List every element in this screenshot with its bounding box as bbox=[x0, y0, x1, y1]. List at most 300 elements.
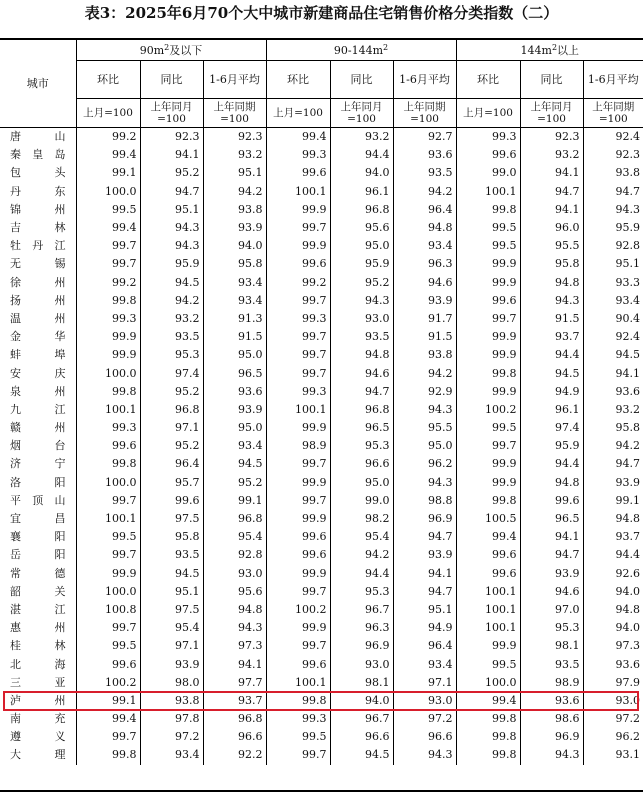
index-value: 99.9 bbox=[76, 346, 140, 364]
index-value: 99.7 bbox=[456, 310, 520, 328]
index-value: 99.9 bbox=[266, 565, 330, 583]
index-value: 99.6 bbox=[520, 492, 583, 510]
index-value: 100.0 bbox=[76, 364, 140, 382]
index-value: 96.5 bbox=[203, 364, 266, 382]
col-header-mom: 环比 bbox=[456, 61, 520, 99]
index-value: 92.8 bbox=[203, 546, 266, 564]
city-name: 赣州 bbox=[10, 421, 66, 435]
index-value: 94.5 bbox=[583, 346, 643, 364]
index-value: 94.3 bbox=[393, 401, 456, 419]
index-value: 99.6 bbox=[76, 655, 140, 673]
index-value: 95.9 bbox=[140, 255, 203, 273]
index-value: 99.5 bbox=[456, 237, 520, 255]
index-value: 93.8 bbox=[203, 201, 266, 219]
index-value: 91.3 bbox=[203, 310, 266, 328]
index-value: 99.9 bbox=[266, 619, 330, 637]
city-name: 丹东 bbox=[10, 184, 66, 198]
index-value: 95.5 bbox=[393, 419, 456, 437]
table-row bbox=[0, 692, 643, 710]
index-value: 95.3 bbox=[330, 583, 393, 601]
index-value: 94.0 bbox=[330, 164, 393, 182]
index-value: 98.8 bbox=[393, 492, 456, 510]
index-value: 99.8 bbox=[456, 746, 520, 764]
table-row bbox=[0, 583, 643, 601]
index-value: 93.0 bbox=[330, 310, 393, 328]
col-base-ytd-avg: 上年同期=100 bbox=[393, 99, 456, 128]
city-name: 温州 bbox=[10, 311, 66, 325]
index-value: 99.5 bbox=[456, 219, 520, 237]
index-value: 96.9 bbox=[330, 637, 393, 655]
index-value: 94.1 bbox=[393, 565, 456, 583]
city-name: 包头 bbox=[10, 166, 66, 180]
index-value: 93.5 bbox=[520, 655, 583, 673]
index-value: 93.7 bbox=[520, 328, 583, 346]
index-value: 92.4 bbox=[583, 128, 643, 147]
index-value: 94.4 bbox=[520, 346, 583, 364]
index-value: 100.1 bbox=[266, 674, 330, 692]
index-value: 100.1 bbox=[456, 601, 520, 619]
index-value: 99.3 bbox=[76, 419, 140, 437]
index-value: 94.7 bbox=[520, 546, 583, 564]
table-row bbox=[0, 201, 643, 219]
city-name: 三亚 bbox=[10, 675, 66, 689]
table-row bbox=[0, 474, 643, 492]
index-value: 91.7 bbox=[393, 310, 456, 328]
index-value: 93.6 bbox=[583, 383, 643, 401]
table-row bbox=[0, 455, 643, 473]
index-value: 95.9 bbox=[583, 219, 643, 237]
index-value: 95.4 bbox=[203, 528, 266, 546]
index-value: 99.6 bbox=[456, 146, 520, 164]
index-value: 99.8 bbox=[456, 710, 520, 728]
index-value: 99.7 bbox=[76, 237, 140, 255]
city-name: 湛江 bbox=[10, 602, 66, 616]
index-value: 97.4 bbox=[520, 419, 583, 437]
index-value: 98.0 bbox=[140, 674, 203, 692]
index-value: 96.8 bbox=[330, 201, 393, 219]
index-value: 96.8 bbox=[140, 401, 203, 419]
index-value: 92.7 bbox=[393, 128, 456, 147]
index-value: 96.6 bbox=[330, 455, 393, 473]
index-value: 95.1 bbox=[140, 201, 203, 219]
index-value: 93.9 bbox=[393, 292, 456, 310]
index-value: 99.7 bbox=[266, 219, 330, 237]
index-value: 95.1 bbox=[203, 164, 266, 182]
index-value: 96.5 bbox=[330, 419, 393, 437]
index-value: 95.9 bbox=[520, 437, 583, 455]
table-row bbox=[0, 728, 643, 746]
index-value: 93.9 bbox=[520, 565, 583, 583]
index-value: 97.3 bbox=[203, 637, 266, 655]
index-value: 99.2 bbox=[76, 128, 140, 147]
index-value: 99.9 bbox=[456, 637, 520, 655]
table-row bbox=[0, 383, 643, 401]
index-value: 94.6 bbox=[520, 583, 583, 601]
index-value: 93.9 bbox=[203, 219, 266, 237]
index-value: 93.7 bbox=[583, 528, 643, 546]
index-value: 93.8 bbox=[393, 346, 456, 364]
table-row bbox=[0, 510, 643, 528]
col-header-yoy: 同比 bbox=[140, 61, 203, 99]
city-name: 岳阳 bbox=[10, 548, 66, 562]
index-value: 99.6 bbox=[266, 546, 330, 564]
index-value: 99.7 bbox=[266, 492, 330, 510]
index-value: 99.3 bbox=[456, 128, 520, 147]
index-value: 93.7 bbox=[203, 692, 266, 710]
index-value: 94.7 bbox=[583, 455, 643, 473]
index-value: 99.9 bbox=[266, 419, 330, 437]
index-value: 93.0 bbox=[583, 692, 643, 710]
index-value: 100.1 bbox=[76, 401, 140, 419]
table-row bbox=[0, 746, 643, 764]
index-value: 97.8 bbox=[140, 710, 203, 728]
index-value: 94.4 bbox=[520, 455, 583, 473]
table-row bbox=[0, 164, 643, 182]
index-value: 96.6 bbox=[330, 728, 393, 746]
index-value: 99.7 bbox=[76, 546, 140, 564]
index-value: 99.5 bbox=[76, 528, 140, 546]
index-value: 99.3 bbox=[266, 146, 330, 164]
index-value: 96.2 bbox=[583, 728, 643, 746]
index-value: 93.2 bbox=[140, 310, 203, 328]
index-value: 92.3 bbox=[140, 128, 203, 147]
index-value: 99.4 bbox=[76, 146, 140, 164]
index-value: 94.7 bbox=[520, 183, 583, 201]
index-value: 99.6 bbox=[456, 546, 520, 564]
index-value: 99.4 bbox=[266, 128, 330, 147]
city-name: 无锡 bbox=[10, 257, 66, 271]
index-value: 99.7 bbox=[76, 255, 140, 273]
index-value: 99.8 bbox=[456, 728, 520, 746]
index-value: 94.7 bbox=[583, 183, 643, 201]
index-value: 91.5 bbox=[520, 310, 583, 328]
col-header-ytd-avg: 1-6月平均 bbox=[203, 61, 266, 99]
index-value: 95.2 bbox=[203, 474, 266, 492]
index-value: 96.1 bbox=[520, 401, 583, 419]
index-value: 94.8 bbox=[520, 274, 583, 292]
index-value: 99.4 bbox=[76, 710, 140, 728]
index-value: 94.2 bbox=[583, 437, 643, 455]
index-value: 94.0 bbox=[583, 619, 643, 637]
index-value: 95.1 bbox=[583, 255, 643, 273]
index-value: 99.6 bbox=[76, 437, 140, 455]
index-value: 92.2 bbox=[203, 746, 266, 764]
table-row bbox=[0, 183, 643, 201]
index-value: 94.0 bbox=[583, 583, 643, 601]
index-value: 99.6 bbox=[456, 292, 520, 310]
city-name: 韶关 bbox=[10, 584, 66, 598]
index-value: 93.6 bbox=[393, 146, 456, 164]
index-value: 93.8 bbox=[140, 692, 203, 710]
index-value: 99.7 bbox=[76, 492, 140, 510]
city-name: 安庆 bbox=[10, 366, 66, 380]
city-name: 大理 bbox=[10, 748, 66, 762]
index-value: 93.5 bbox=[140, 328, 203, 346]
index-value: 100.0 bbox=[456, 674, 520, 692]
index-value: 97.1 bbox=[393, 674, 456, 692]
index-value: 99.6 bbox=[266, 255, 330, 273]
index-value: 99.7 bbox=[456, 437, 520, 455]
index-value: 94.9 bbox=[520, 383, 583, 401]
index-value: 96.9 bbox=[393, 510, 456, 528]
index-value: 92.8 bbox=[583, 237, 643, 255]
index-value: 100.1 bbox=[456, 583, 520, 601]
col-base-ytd-avg: 上年同期=100 bbox=[203, 99, 266, 128]
table-row bbox=[0, 655, 643, 673]
index-value: 99.9 bbox=[266, 237, 330, 255]
index-value: 99.3 bbox=[76, 310, 140, 328]
col-header-mom: 环比 bbox=[266, 61, 330, 99]
index-value: 93.1 bbox=[583, 746, 643, 764]
index-value: 93.0 bbox=[330, 655, 393, 673]
index-value: 96.0 bbox=[520, 219, 583, 237]
index-value: 99.9 bbox=[456, 455, 520, 473]
index-value: 99.4 bbox=[456, 692, 520, 710]
index-value: 94.3 bbox=[330, 292, 393, 310]
index-value: 91.5 bbox=[203, 328, 266, 346]
index-value: 98.6 bbox=[520, 710, 583, 728]
city-name: 泉州 bbox=[10, 384, 66, 398]
index-value: 96.6 bbox=[203, 728, 266, 746]
index-value: 94.3 bbox=[520, 292, 583, 310]
index-value: 95.4 bbox=[330, 528, 393, 546]
city-name: 遵义 bbox=[10, 730, 66, 744]
index-value: 100.1 bbox=[456, 183, 520, 201]
index-value: 99.8 bbox=[76, 455, 140, 473]
index-value: 95.1 bbox=[140, 583, 203, 601]
index-value: 95.2 bbox=[140, 437, 203, 455]
city-name: 锦州 bbox=[10, 202, 66, 216]
city-name: 牡丹江 bbox=[10, 239, 66, 253]
index-value: 99.8 bbox=[456, 364, 520, 382]
index-value: 94.7 bbox=[393, 583, 456, 601]
index-value: 96.8 bbox=[330, 401, 393, 419]
index-value: 93.2 bbox=[583, 401, 643, 419]
index-value: 99.6 bbox=[266, 655, 330, 673]
index-value: 98.2 bbox=[330, 510, 393, 528]
index-value: 94.2 bbox=[330, 546, 393, 564]
table-row bbox=[0, 255, 643, 273]
index-value: 95.9 bbox=[330, 255, 393, 273]
index-value: 97.2 bbox=[393, 710, 456, 728]
index-value: 97.1 bbox=[140, 419, 203, 437]
index-value: 100.2 bbox=[266, 601, 330, 619]
index-value: 99.1 bbox=[76, 692, 140, 710]
table-row bbox=[0, 274, 643, 292]
table-row bbox=[0, 528, 643, 546]
index-value: 95.4 bbox=[140, 619, 203, 637]
index-value: 99.7 bbox=[266, 328, 330, 346]
index-value: 100.0 bbox=[76, 583, 140, 601]
index-value: 93.6 bbox=[583, 655, 643, 673]
col-base-ytd-avg: 上年同期=100 bbox=[583, 99, 643, 128]
index-value: 99.8 bbox=[76, 292, 140, 310]
col-base-yoy: 上年同月=100 bbox=[140, 99, 203, 128]
index-value: 100.1 bbox=[76, 510, 140, 528]
table-row bbox=[0, 219, 643, 237]
index-value: 93.6 bbox=[203, 383, 266, 401]
index-value: 94.5 bbox=[140, 565, 203, 583]
index-value: 99.0 bbox=[330, 492, 393, 510]
table-row bbox=[0, 674, 643, 692]
index-value: 100.8 bbox=[76, 601, 140, 619]
index-value: 96.3 bbox=[330, 619, 393, 637]
index-value: 96.4 bbox=[393, 637, 456, 655]
city-name: 惠州 bbox=[10, 621, 66, 635]
table-row bbox=[0, 492, 643, 510]
city-name: 泸州 bbox=[10, 693, 66, 707]
city-name: 宜昌 bbox=[10, 512, 66, 526]
index-value: 99.9 bbox=[456, 346, 520, 364]
index-value: 94.7 bbox=[140, 183, 203, 201]
index-value: 93.8 bbox=[583, 164, 643, 182]
index-value: 94.7 bbox=[330, 383, 393, 401]
index-value: 95.2 bbox=[140, 383, 203, 401]
index-value: 94.4 bbox=[330, 565, 393, 583]
index-value: 97.5 bbox=[140, 601, 203, 619]
col-base-yoy: 上年同月=100 bbox=[330, 99, 393, 128]
city-name: 徐州 bbox=[10, 275, 66, 289]
index-value: 99.5 bbox=[266, 728, 330, 746]
index-value: 99.9 bbox=[456, 474, 520, 492]
index-value: 94.3 bbox=[393, 474, 456, 492]
city-name: 金华 bbox=[10, 330, 66, 344]
city-name: 常德 bbox=[10, 566, 66, 580]
group-header-large: $144m^2$以上 bbox=[456, 39, 643, 61]
index-value: 94.2 bbox=[393, 183, 456, 201]
index-value: 95.0 bbox=[393, 437, 456, 455]
index-value: 96.7 bbox=[330, 710, 393, 728]
index-value: 94.1 bbox=[520, 164, 583, 182]
city-name: 烟台 bbox=[10, 439, 66, 453]
table-row bbox=[0, 437, 643, 455]
index-value: 94.8 bbox=[520, 474, 583, 492]
index-value: 93.4 bbox=[583, 292, 643, 310]
index-value: 93.2 bbox=[203, 146, 266, 164]
index-value: 95.8 bbox=[203, 255, 266, 273]
index-value: 94.5 bbox=[520, 364, 583, 382]
index-value: 93.5 bbox=[393, 164, 456, 182]
index-value: 94.0 bbox=[330, 692, 393, 710]
index-value: 95.2 bbox=[330, 274, 393, 292]
city-name: 扬州 bbox=[10, 293, 66, 307]
index-value: 93.6 bbox=[520, 692, 583, 710]
index-value: 94.1 bbox=[140, 146, 203, 164]
index-value: 94.4 bbox=[330, 146, 393, 164]
index-value: 99.6 bbox=[456, 565, 520, 583]
index-value: 99.8 bbox=[456, 492, 520, 510]
city-name: 九江 bbox=[10, 402, 66, 416]
table-row bbox=[0, 619, 643, 637]
index-value: 94.0 bbox=[203, 237, 266, 255]
index-value: 99.8 bbox=[76, 383, 140, 401]
index-value: 94.2 bbox=[140, 292, 203, 310]
index-value: 92.3 bbox=[203, 128, 266, 147]
index-value: 97.1 bbox=[140, 637, 203, 655]
index-value: 94.5 bbox=[203, 455, 266, 473]
index-value: 99.7 bbox=[266, 583, 330, 601]
index-value: 99.9 bbox=[266, 201, 330, 219]
table-row bbox=[0, 310, 643, 328]
index-value: 99.3 bbox=[266, 310, 330, 328]
index-value: 99.9 bbox=[76, 328, 140, 346]
index-value: 99.9 bbox=[266, 510, 330, 528]
index-value: 99.5 bbox=[76, 201, 140, 219]
index-value: 90.4 bbox=[583, 310, 643, 328]
index-value: 99.9 bbox=[456, 383, 520, 401]
city-name: 襄阳 bbox=[10, 530, 66, 544]
col-base-mom: 上月=100 bbox=[76, 99, 140, 128]
index-value: 96.4 bbox=[393, 201, 456, 219]
index-value: 93.4 bbox=[393, 237, 456, 255]
index-value: 97.0 bbox=[520, 601, 583, 619]
table-row bbox=[0, 546, 643, 564]
city-name: 洛阳 bbox=[10, 475, 66, 489]
city-name: 平顶山 bbox=[10, 493, 66, 507]
col-header-yoy: 同比 bbox=[330, 61, 393, 99]
table-row bbox=[0, 346, 643, 364]
index-value: 97.5 bbox=[140, 510, 203, 528]
index-value: 96.8 bbox=[203, 710, 266, 728]
index-value: 96.2 bbox=[393, 455, 456, 473]
city-name: 济宁 bbox=[10, 457, 66, 471]
index-value: 96.6 bbox=[393, 728, 456, 746]
index-value: 94.3 bbox=[140, 237, 203, 255]
index-value: 100.0 bbox=[76, 183, 140, 201]
table-row bbox=[0, 419, 643, 437]
index-value: 93.4 bbox=[203, 437, 266, 455]
index-value: 94.8 bbox=[583, 510, 643, 528]
index-value: 93.9 bbox=[393, 546, 456, 564]
index-value: 93.9 bbox=[140, 655, 203, 673]
index-value: 95.5 bbox=[520, 237, 583, 255]
index-value: 99.6 bbox=[140, 492, 203, 510]
index-value: 95.1 bbox=[393, 601, 456, 619]
index-value: 99.9 bbox=[456, 255, 520, 273]
index-value: 98.9 bbox=[266, 437, 330, 455]
index-value: 99.8 bbox=[266, 692, 330, 710]
index-value: 94.9 bbox=[393, 619, 456, 637]
index-value: 94.8 bbox=[583, 601, 643, 619]
index-value: 99.6 bbox=[266, 528, 330, 546]
index-value: 94.6 bbox=[330, 364, 393, 382]
col-base-mom: 上月=100 bbox=[456, 99, 520, 128]
index-value: 99.6 bbox=[266, 164, 330, 182]
index-value: 94.3 bbox=[520, 746, 583, 764]
table-row bbox=[0, 637, 643, 655]
col-header-yoy: 同比 bbox=[520, 61, 583, 99]
index-value: 99.7 bbox=[266, 292, 330, 310]
table-row bbox=[0, 237, 643, 255]
index-value: 98.9 bbox=[520, 674, 583, 692]
index-value: 98.1 bbox=[520, 637, 583, 655]
index-value: 95.2 bbox=[140, 164, 203, 182]
index-value: 93.4 bbox=[393, 655, 456, 673]
index-value: 99.7 bbox=[266, 746, 330, 764]
index-value: 99.5 bbox=[456, 419, 520, 437]
index-value: 93.9 bbox=[583, 474, 643, 492]
table-row bbox=[0, 364, 643, 382]
index-value: 99.4 bbox=[456, 528, 520, 546]
col-header-ytd-avg: 1-6月平均 bbox=[393, 61, 456, 99]
city-name: 北海 bbox=[10, 657, 66, 671]
index-value: 100.1 bbox=[266, 183, 330, 201]
index-value: 99.9 bbox=[456, 274, 520, 292]
index-value: 93.0 bbox=[393, 692, 456, 710]
index-value: 97.9 bbox=[583, 674, 643, 692]
index-value: 99.3 bbox=[266, 710, 330, 728]
index-value: 92.9 bbox=[393, 383, 456, 401]
